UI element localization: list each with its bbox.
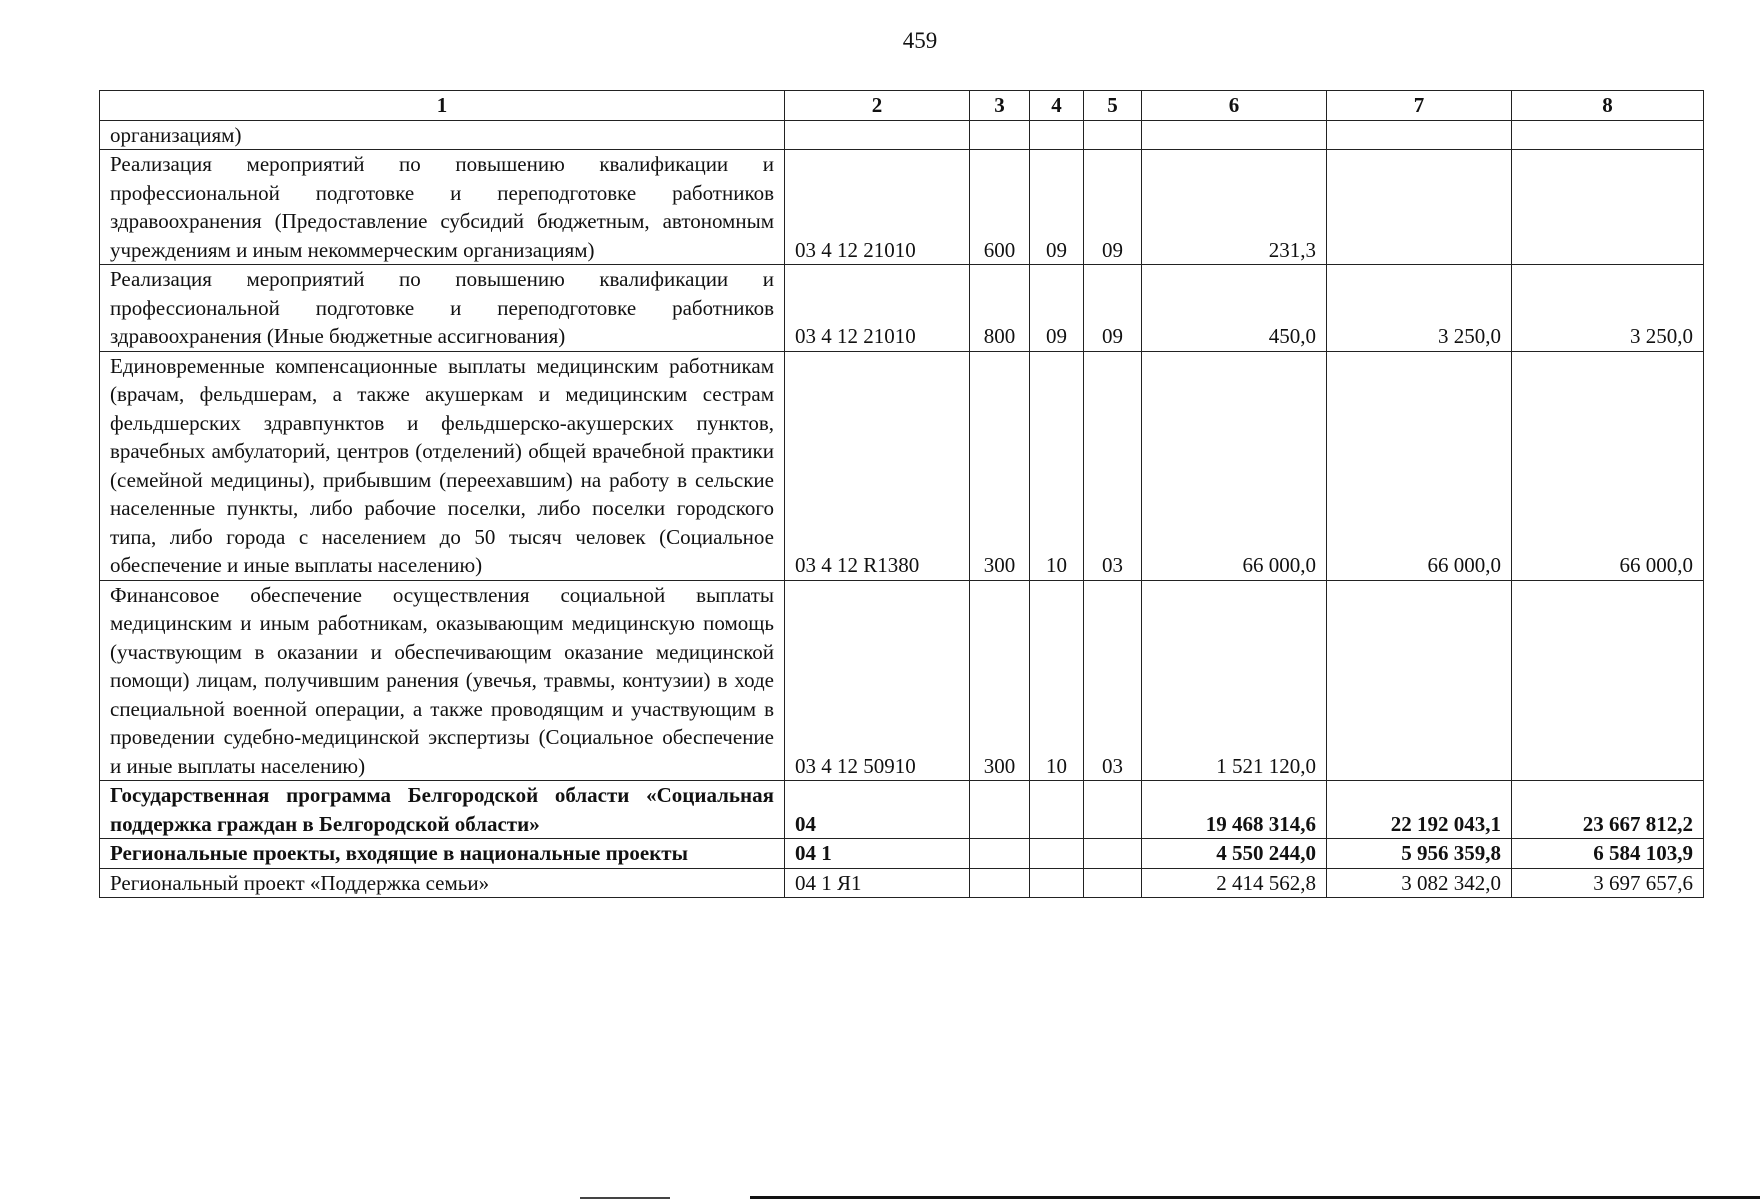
table-row <box>100 580 1704 781</box>
amount-col-8: 3 250,0 <box>1512 265 1704 352</box>
amount-col-8 <box>1512 580 1704 781</box>
amount-col-7: 3 082 342,0 <box>1327 868 1512 898</box>
section <box>1030 868 1084 898</box>
amount-col-6: 450,0 <box>1142 265 1327 352</box>
section <box>1030 839 1084 869</box>
amount-col-8 <box>1512 150 1704 265</box>
divider <box>750 1196 1760 1199</box>
col-header: 7 <box>1327 91 1512 121</box>
section <box>1030 781 1084 839</box>
subsection: 03 <box>1084 351 1142 580</box>
section: 10 <box>1030 351 1084 580</box>
table-row <box>100 351 1704 580</box>
col-header: 8 <box>1512 91 1704 121</box>
amount-col-7: 3 250,0 <box>1327 265 1512 352</box>
col-header: 6 <box>1142 91 1327 121</box>
expense-type <box>970 120 1030 150</box>
amount-col-7 <box>1327 580 1512 781</box>
amount-col-6: 1 521 120,0 <box>1142 580 1327 781</box>
expense-type: 300 <box>970 580 1030 781</box>
expense-type <box>970 781 1030 839</box>
section: 09 <box>1030 265 1084 352</box>
row-name: Региональный проект «Поддержка семьи» <box>100 868 785 898</box>
amount-col-6: 4 550 244,0 <box>1142 839 1327 869</box>
row-name: организациям) <box>100 120 785 150</box>
amount-col-8 <box>1512 120 1704 150</box>
section: 09 <box>1030 150 1084 265</box>
page-number: 459 <box>902 28 938 53</box>
table-row <box>100 120 1704 150</box>
budget-code: 03 4 12 R1380 <box>785 351 970 580</box>
budget-code: 04 <box>785 781 970 839</box>
section: 10 <box>1030 580 1084 781</box>
table-row <box>100 868 1704 898</box>
row-name: Единовременные компенсационные выплаты медицинским работникам (врачам, фельдшерам, а также акушеркам и медицинским сестрам фельдшерских здравпунктов и фельдшерско-акушерских пунктов, врачебных амбулаторий, центров (отделений) общей врачебной практики (семейной медицины), прибывшим (переехавшим) на работу в сельские населенные пункты, либо рабочие поселки, либо поселки городского типа, либо города с населением до 50 тысяч человек (Социальное обеспечение и иные выплаты населению) <box>100 351 785 580</box>
table-row <box>100 781 1704 839</box>
header-row <box>100 91 1704 121</box>
subsection <box>1084 839 1142 869</box>
expense-type: 800 <box>970 265 1030 352</box>
budget-code <box>785 120 970 150</box>
amount-col-6: 19 468 314,6 <box>1142 781 1327 839</box>
col-header: 5 <box>1084 91 1142 121</box>
budget-code: 04 1 <box>785 839 970 869</box>
amount-col-7 <box>1327 150 1512 265</box>
budget-table <box>99 90 1704 898</box>
row-name: Государственная программа Белгородской области «Социальная поддержка граждан в Белгородской области» <box>100 781 785 839</box>
section <box>1030 120 1084 150</box>
amount-col-7: 5 956 359,8 <box>1327 839 1512 869</box>
budget-code: 04 1 Я1 <box>785 868 970 898</box>
col-header: 2 <box>785 91 970 121</box>
subsection <box>1084 868 1142 898</box>
budget-code: 03 4 12 21010 <box>785 265 970 352</box>
amount-col-8: 6 584 103,9 <box>1512 839 1704 869</box>
subsection: 09 <box>1084 150 1142 265</box>
expense-type <box>970 839 1030 869</box>
amount-col-7: 22 192 043,1 <box>1327 781 1512 839</box>
budget-code: 03 4 12 21010 <box>785 150 970 265</box>
subsection: 03 <box>1084 580 1142 781</box>
row-name: Реализация мероприятий по повышению квалификации и профессиональной подготовке и переподготовке работников здравоохранения (Иные бюджетные ассигнования) <box>100 265 785 352</box>
table-row <box>100 150 1704 265</box>
col-header: 4 <box>1030 91 1084 121</box>
amount-col-8: 23 667 812,2 <box>1512 781 1704 839</box>
table-row <box>100 265 1704 352</box>
budget-code: 03 4 12 50910 <box>785 580 970 781</box>
amount-col-7 <box>1327 120 1512 150</box>
amount-col-8: 66 000,0 <box>1512 351 1704 580</box>
subsection: 09 <box>1084 265 1142 352</box>
amount-col-6: 2 414 562,8 <box>1142 868 1327 898</box>
row-name: Региональные проекты, входящие в национальные проекты <box>100 839 785 869</box>
subsection <box>1084 120 1142 150</box>
amount-col-6: 231,3 <box>1142 150 1327 265</box>
expense-type: 600 <box>970 150 1030 265</box>
expense-type: 300 <box>970 351 1030 580</box>
amount-col-7: 66 000,0 <box>1327 351 1512 580</box>
col-header: 1 <box>100 91 785 121</box>
row-name: Реализация мероприятий по повышению квалификации и профессиональной подготовке и переподготовке работников здравоохранения (Предоставление субсидий бюджетным, автономным учреждениям и иным некоммерческим организациям) <box>100 150 785 265</box>
subsection <box>1084 781 1142 839</box>
amount-col-6 <box>1142 120 1327 150</box>
col-header: 3 <box>970 91 1030 121</box>
amount-col-6: 66 000,0 <box>1142 351 1327 580</box>
table-row <box>100 839 1704 869</box>
expense-type <box>970 868 1030 898</box>
amount-col-8: 3 697 657,6 <box>1512 868 1704 898</box>
row-name: Финансовое обеспечение осуществления социальной выплаты медицинским и иным работникам, оказывающим медицинскую помощь (участвующим в оказании и обеспечивающим оказание медицинской помощи) лицам, получившим ранения (увечья, травмы, контузии) в ходе специальной военной операции, а также проводящим и участвующим в проведении судебно-медицинской экспертизы (Социальное обеспечение и иные выплаты населению) <box>100 580 785 781</box>
divider <box>580 1197 670 1199</box>
